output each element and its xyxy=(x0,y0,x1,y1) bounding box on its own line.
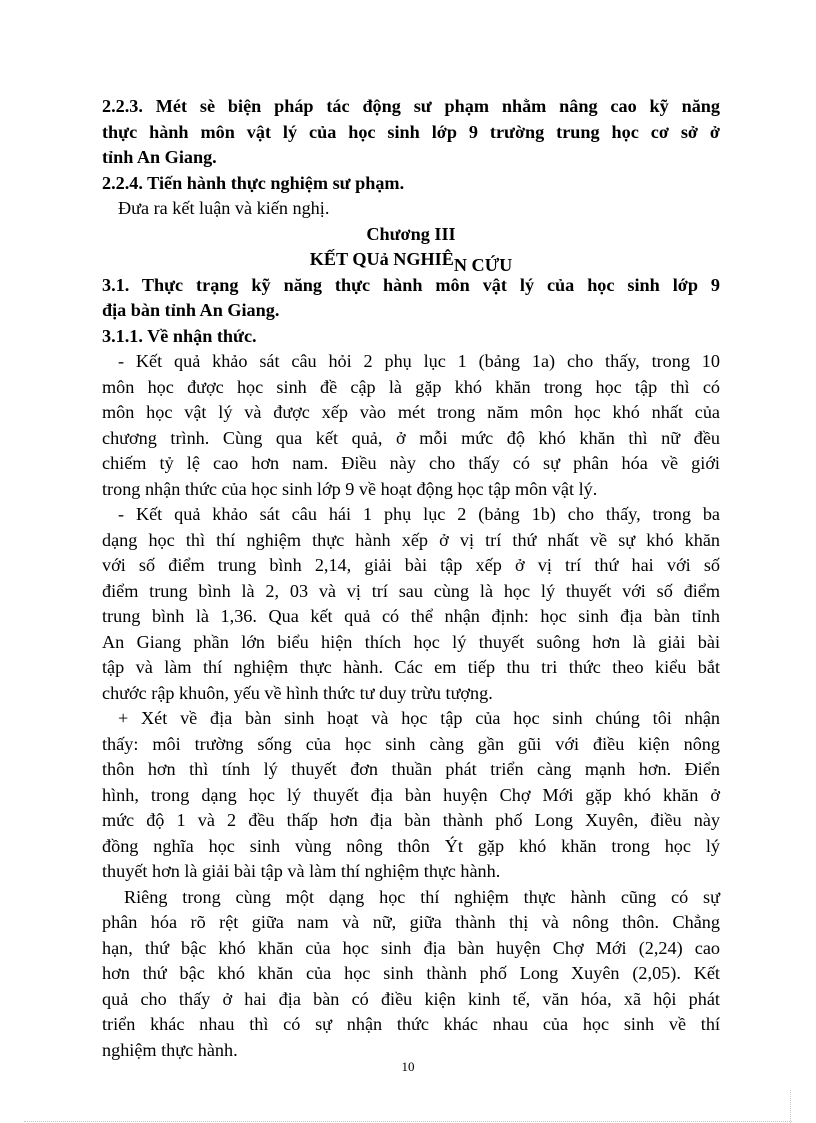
heading-3-1-line-2: địa bàn tỉnh An Giang. xyxy=(102,300,280,320)
para-4-line-1: Riêng trong cùng một dạng học thí nghiệm thực hành cũng có sự xyxy=(124,886,720,907)
heading-2-2-4: 2.2.4. Tiến hành thực nghiệm sư phạm. xyxy=(102,172,405,193)
para-4-line-6: triển khác nhau thì có sự nhận thức khác nhau của học sinh về thí xyxy=(102,1014,720,1034)
heading-3-1-1: 3.1.1. Về nhận thức. xyxy=(102,325,257,346)
chapter-subtitle-part-1: KẾT QUả NGHIÊ xyxy=(309,249,454,269)
chapter-title: Chương III xyxy=(366,223,456,244)
para-2-line-1: - Kết quả khảo sát câu hái 1 phụ lục 2 (bảng 1b) cho thấy, trong ba xyxy=(118,504,720,524)
para-1-line-6: trong nhận thức của học sinh lớp 9 về hoạt động học tập môn vật lý. xyxy=(102,478,598,499)
para-2-line-4: điểm trung bình là 2, 03 và vị trí sau cùng là học lý thuyết với số điểm xyxy=(102,580,720,601)
page-number: 10 xyxy=(401,1059,415,1074)
para-2-line-6: An Giang phần lớn biểu hiện thích học lý thuyết suông hơn là giải bài xyxy=(102,631,720,652)
para-4-line-2: phân hóa rõ rệt giữa nam và nữ, giữa thành thị và nông thôn. Chẳng xyxy=(102,912,720,932)
para-1-line-5: chiếm tỷ lệ cao hơn nam. Điều này cho thấy có sự phân hóa về giới xyxy=(102,453,720,473)
para-2-line-2: dạng học thì thí nghiệm thực hành xếp ở vị trí thứ nhất về sự khó khăn xyxy=(102,529,720,550)
para-2-line-5: trung bình là 1,36. Qua kết quả có thể nhận định: học sinh địa bàn tỉnh xyxy=(102,606,720,626)
para-3-line-7: thuyết hơn là giải bài tập và làm thí nghiệm thực hành. xyxy=(102,861,501,881)
footer-divider xyxy=(24,1121,792,1122)
para-4-line-5: quả cho thấy ở hai địa bàn có điều kiện kinh tế, văn hóa, xã hội phát xyxy=(102,988,720,1009)
chapter-subtitle xyxy=(102,247,720,273)
para-1-line-2: môn học được học sinh đề cập là gặp khó khăn trong học tập thì có xyxy=(102,376,720,397)
para-3-line-3: thôn hơn thì tính lý thuyết đơn thuần phát triển càng mạnh hơn. Điển xyxy=(102,759,720,779)
para-3-line-6: đồng nghĩa học sinh vùng nông thôn Ýt gặp khó khăn trong học lý xyxy=(102,835,720,856)
chapter-subtitle-part-2: N CỨU xyxy=(453,255,513,275)
para-2-line-3: với số điểm trung bình 2,14, giải bài tập xếp ở vị trí thứ hai với số xyxy=(102,555,720,575)
para-3-line-2: thấy: môi trường sống của học sinh càng gần gũi với điều kiện nông xyxy=(102,733,720,754)
para-3-line-5: mức độ 1 và 2 đều thấp hơn địa bàn thành phố Long Xuyên, điều này xyxy=(102,810,720,830)
para-1-line-4: chương trình. Cùng qua kết quả, ở mỗi mức độ khó khăn thì nữ đều xyxy=(102,427,720,448)
para-1-line-1: - Kết quả khảo sát câu hỏi 2 phụ lục 1 (bảng 1a) cho thấy, trong 10 xyxy=(118,351,720,371)
para-3-line-4: hình, trong dạng học lý thuyết địa bàn huyện Chợ Mới gặp khó khăn ở xyxy=(102,784,720,805)
heading-2-2-3-line-3: tỉnh An Giang. xyxy=(102,147,217,167)
para-4-line-3: hạn, thứ bậc khó khăn của học sinh địa bàn huyện Chợ Mới (2,24) cao xyxy=(102,937,720,958)
para-4-line-4: hơn thứ bậc khó khăn của học sinh thành phố Long Xuyên (2,05). Kết xyxy=(102,963,720,983)
heading-2-2-3-line-1: 2.2.3. Mét sè biện pháp tác động sư phạm nhằm nâng cao kỹ năng xyxy=(102,96,720,116)
para-1-line-3: môn học vật lý và được xếp vào mét trong năm môn học khó nhất của xyxy=(102,402,720,422)
heading-3-1-line-1: 3.1. Thực trạng kỹ năng thực hành môn vật lý của học sinh lớp 9 xyxy=(102,274,720,295)
page-content xyxy=(102,94,720,1063)
margin-divider xyxy=(790,1090,791,1123)
para-4-line-7: nghiệm thực hành. xyxy=(102,1039,238,1060)
heading-2-2-3-line-2: thực hành môn vật lý của học sinh lớp 9 trường trung học cơ sở ở xyxy=(102,121,720,142)
para-2-line-8: chước rập khuôn, yếu về hình thức tư duy trừu tượng. xyxy=(102,682,493,703)
conclusion-line: Đưa ra kết luận và kiến nghị. xyxy=(118,198,330,218)
para-3-line-1: + Xét về địa bàn sinh hoạt và học tập của học sinh chúng tôi nhận xyxy=(118,708,720,728)
para-2-line-7: tập và làm thí nghiệm thực hành. Các em tiếp thu tri thức theo kiểu bắt xyxy=(102,657,720,677)
